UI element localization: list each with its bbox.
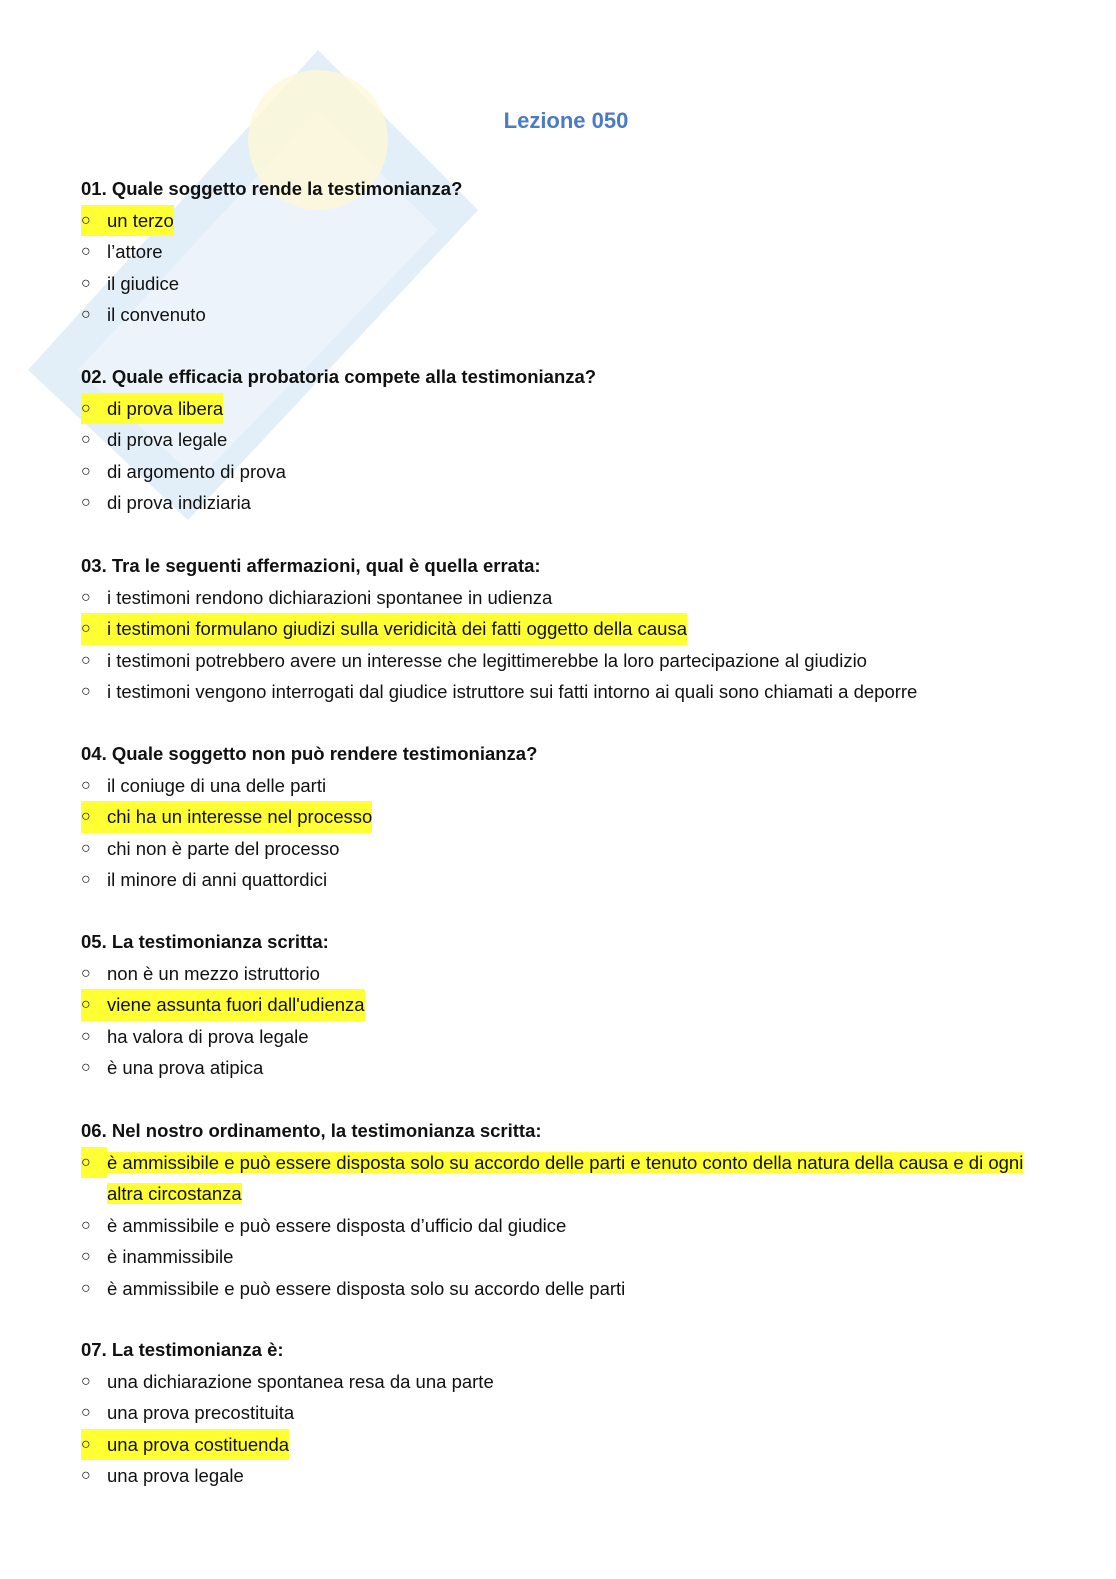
radio-circle-icon: ○ [81, 1429, 107, 1461]
radio-circle-icon: ○ [81, 1059, 91, 1076]
radio-circle-icon: ○ [81, 989, 107, 1021]
option-text-wrapper [107, 1147, 1037, 1210]
option-text: viene assunta fuori dall'udienza [107, 989, 365, 1021]
answer-option[interactable] [81, 1210, 1041, 1242]
page-title: Lezione 050 [503, 108, 629, 133]
question-text: 03. Tra le seguenti affermazioni, qual è quella errata: [81, 555, 541, 576]
question-text: 05. La testimonianza scritta: [81, 931, 329, 952]
answer-option[interactable] [81, 833, 1041, 865]
radio-circle-icon: ○ [81, 1467, 91, 1484]
question-03 [81, 550, 1041, 708]
question-text: 02. Quale efficacia probatoria compete alla testimonianza? [81, 366, 597, 387]
radio-circle-icon: ○ [81, 431, 91, 448]
answer-option[interactable] [81, 236, 1041, 268]
option-text: il convenuto [107, 304, 206, 325]
answer-option[interactable] [81, 1147, 1041, 1210]
option-text: chi non è parte del processo [107, 837, 340, 859]
question-05 [81, 926, 1041, 1084]
answer-option[interactable] [81, 801, 1041, 833]
radio-circle-icon: ○ [81, 306, 91, 323]
answer-option[interactable] [81, 299, 1041, 331]
option-text: una dichiarazione spontanea resa da una parte [107, 1370, 494, 1392]
question-01 [81, 173, 1041, 331]
answer-option[interactable] [81, 268, 1041, 300]
radio-circle-icon: ○ [81, 839, 91, 857]
option-text: il coniuge di una delle parti [107, 774, 327, 796]
answer-option[interactable] [81, 989, 1041, 1021]
answer-option[interactable] [81, 487, 1041, 519]
answer-option[interactable] [81, 958, 1041, 990]
question-04 [81, 738, 1041, 896]
question-text: 04. Quale soggetto non può rendere testimonianza? [81, 743, 538, 764]
radio-circle-icon: ○ [81, 1027, 91, 1045]
answer-option[interactable] [81, 1273, 1041, 1305]
answer-option[interactable] [81, 864, 1041, 896]
radio-circle-icon: ○ [81, 462, 91, 480]
radio-circle-icon: ○ [81, 1248, 91, 1265]
option-text: l’attore [107, 241, 163, 262]
radio-circle-icon: ○ [81, 274, 91, 292]
option-text: una prova legale [107, 1465, 244, 1486]
answer-option[interactable] [81, 456, 1041, 488]
radio-circle-icon: ○ [81, 1147, 107, 1179]
answer-option[interactable] [81, 1241, 1041, 1273]
question-02 [81, 361, 1041, 519]
option-text: i testimoni potrebbero avere un interesse che legittimerebbe la loro partecipazione al giudizio [107, 649, 867, 671]
option-text: di prova legale [107, 429, 228, 450]
radio-circle-icon: ○ [81, 393, 107, 425]
option-text: una prova precostituita [107, 1402, 295, 1423]
answer-option[interactable] [81, 1397, 1041, 1429]
radio-circle-icon: ○ [81, 205, 107, 237]
radio-circle-icon: ○ [81, 1404, 91, 1421]
option-text: il giudice [107, 272, 179, 294]
option-text: è ammissibile e può essere disposta solo su accordo delle parti [107, 1277, 626, 1299]
option-text: di prova indiziaria [107, 492, 251, 513]
answer-option[interactable] [81, 1366, 1041, 1398]
answer-option[interactable] [81, 205, 1041, 237]
radio-circle-icon: ○ [81, 871, 91, 888]
option-text: ha valora di prova legale [107, 1025, 309, 1047]
radio-circle-icon: ○ [81, 1216, 91, 1234]
radio-circle-icon: ○ [81, 494, 91, 511]
option-text: un terzo [107, 205, 174, 237]
radio-circle-icon: ○ [81, 243, 91, 260]
answer-option[interactable] [81, 676, 1041, 708]
option-text: il minore di anni quattordici [107, 869, 328, 890]
option-text: una prova costituenda [107, 1429, 289, 1461]
option-text: chi ha un interesse nel processo [107, 801, 372, 833]
answer-option[interactable] [81, 582, 1041, 614]
option-text: non è un mezzo istruttorio [107, 962, 320, 984]
option-text: è ammissibile e può essere disposta solo su accordo delle parti e tenuto conto della natura della causa e di ogni altra circostanza [107, 1151, 1024, 1204]
option-text: i testimoni rendono dichiarazioni spontanee in udienza [107, 586, 553, 608]
radio-circle-icon: ○ [81, 964, 91, 982]
question-06 [81, 1115, 1041, 1304]
radio-circle-icon: ○ [81, 588, 91, 606]
option-text: i testimoni formulano giudizi sulla veridicità dei fatti oggetto della causa [107, 613, 687, 645]
radio-circle-icon: ○ [81, 651, 91, 669]
radio-circle-icon: ○ [81, 776, 91, 794]
option-text: di prova libera [107, 393, 223, 425]
answer-option[interactable] [81, 613, 1041, 645]
option-text: è una prova atipica [107, 1057, 264, 1078]
question-text: 07. La testimonianza è: [81, 1339, 284, 1360]
answer-option[interactable] [81, 1460, 1041, 1492]
radio-circle-icon: ○ [81, 613, 107, 645]
answer-option[interactable] [81, 393, 1041, 425]
question-07 [81, 1334, 1041, 1492]
radio-circle-icon: ○ [81, 801, 107, 833]
answer-option[interactable] [81, 1429, 1041, 1461]
option-text: i testimoni vengono interrogati dal giudice istruttore sui fatti intorno ai quali sono chiamati a deporre [107, 681, 918, 702]
radio-circle-icon: ○ [81, 1279, 91, 1297]
answer-option[interactable] [81, 1052, 1041, 1084]
question-text: 01. Quale soggetto rende la testimonianza? [81, 178, 463, 199]
option-text: è ammissibile e può essere disposta d’ufficio dal giudice [107, 1214, 567, 1236]
answer-option[interactable] [81, 770, 1041, 802]
radio-circle-icon: ○ [81, 1372, 91, 1390]
option-text: è inammissibile [107, 1246, 234, 1267]
answer-option[interactable] [81, 424, 1041, 456]
answer-option[interactable] [81, 1021, 1041, 1053]
option-text: di argomento di prova [107, 460, 286, 482]
answer-option[interactable] [81, 645, 1041, 677]
radio-circle-icon: ○ [81, 683, 91, 700]
question-text: 06. Nel nostro ordinamento, la testimonianza scritta: [81, 1120, 542, 1141]
